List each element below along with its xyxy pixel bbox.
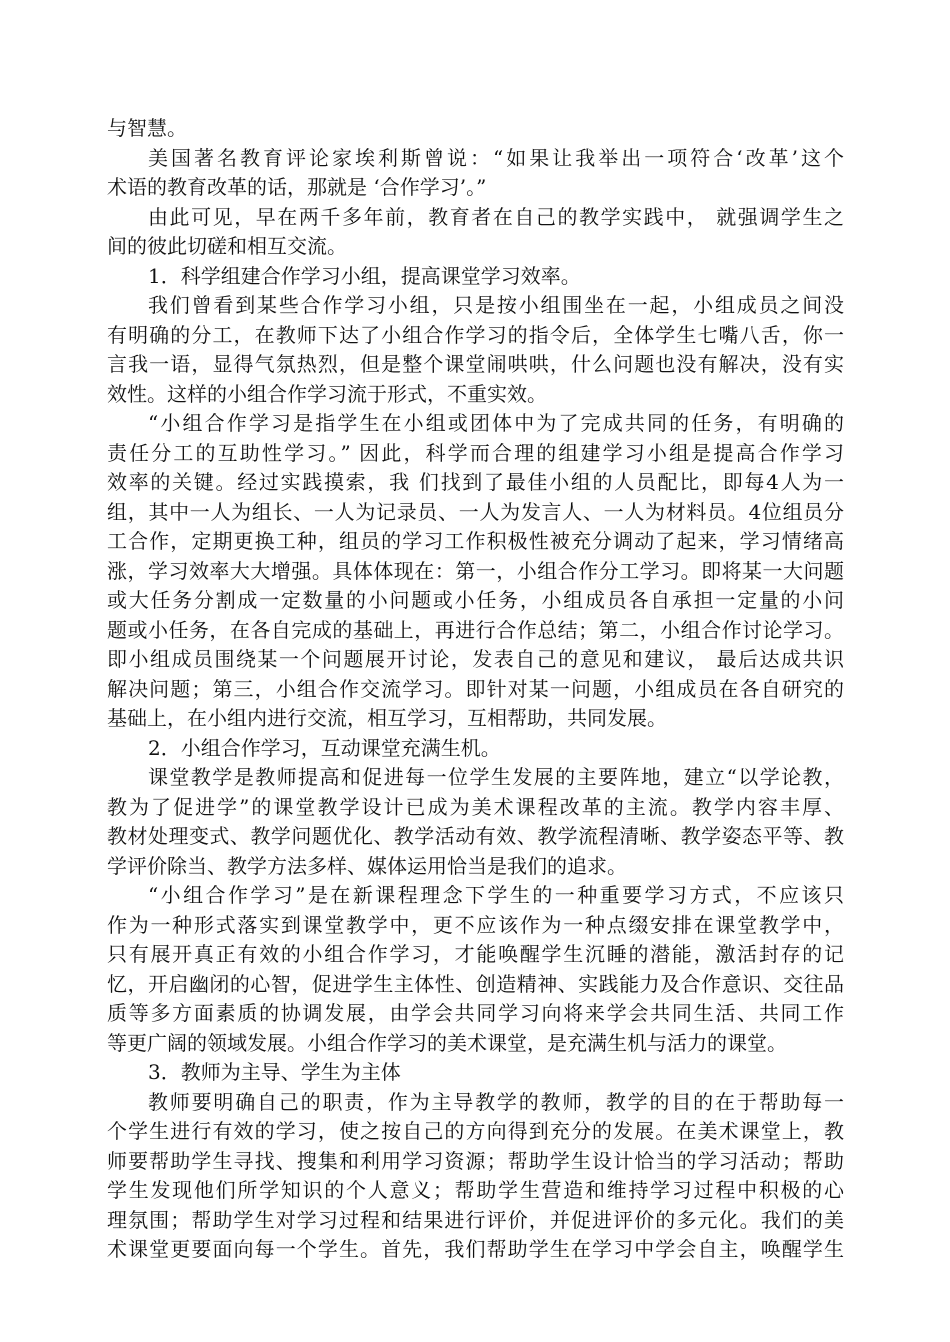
text-line: 或大任务分割成一定数量的小问题或小任务，小组成员各自承担一定量的小问 <box>107 588 844 612</box>
text-line: 间的彼此切磋和相互交流。 <box>107 234 347 258</box>
text-line: 只有展开真正有效的小组合作学习，才能唤醒学生沉睡的潜能，激活封存的记 <box>107 942 844 966</box>
text-line: “小组合作学习是指学生在小组或团体中为了完成共同的任务，有明确的 <box>148 411 844 435</box>
text-line: 有明确的分工，在教师下达了小组合作学习的指令后，全体学生七嘴八舌，你一 <box>107 322 844 347</box>
text-line: 术课堂更要面向每一个学生。首先，我们帮助学生在学习中学会自主，唤醒学生 <box>107 1237 844 1261</box>
text-line: 涨，学习效率大大增强。具体体现在：第一，小组合作分工学习。即将某一大问题 <box>107 558 844 583</box>
text-line: 质等多方面素质的协调发展，由学会共同学习向将来学会共同生活、共同工作 <box>107 1001 844 1025</box>
text-line: “小组合作学习”是在新课程理念下学生的一种重要学习方式，不应该只 <box>148 883 844 907</box>
text-line: 1．科学组建合作学习小组，提高课堂学习效率。 <box>148 263 581 288</box>
text-line: 等更广阔的领域发展。小组合作学习的美术课堂，是充满生机与活力的课堂。 <box>107 1030 787 1055</box>
text-line: 师要帮助学生寻找、搜集和利用学习资源；帮助学生设计恰当的学习活动；帮助 <box>107 1148 844 1173</box>
text-line: 我们曾看到某些合作学习小组，只是按小组围坐在一起，小组成员之间没 <box>148 293 844 317</box>
text-line: 即小组成员围绕某一个问题展开讨论，发表自己的意见和建议， 最后达成共识 <box>107 647 844 671</box>
body-text <box>107 114 844 1265</box>
text-line: 题或小任务，在各自完成的基础上，再进行合作总结；第二，小组合作讨论学习。 <box>107 617 844 642</box>
text-line: 效率的关键。经过实践摸索，我 们找到了最佳小组的人员配比，即每4人为一 <box>107 470 844 494</box>
text-line: 与智慧。 <box>107 116 187 140</box>
text-line: 2．小组合作学习，互动课堂充满生机。 <box>148 735 501 760</box>
text-line: 效性。这样的小组合作学习流于形式，不重实效。 <box>107 381 547 406</box>
text-line: 学评价除当、教学方法多样、媒体运用恰当是我们的追求。 <box>107 853 627 878</box>
text-line: 美国著名教育评论家埃利斯曾说：“如果让我举出一项符合‘改革’这个 <box>148 145 844 170</box>
text-line: 教为了促进学”的课堂教学设计已成为美术课程改革的主流。教学内容丰厚、 <box>107 794 844 819</box>
text-line: 作为一种形式落实到课堂教学中，更不应该作为一种点缀安排在课堂教学中， <box>107 912 844 937</box>
text-line: 忆，开启幽闭的心智，促进学生主体性、创造精神、实践能力及合作意识、交往品 <box>107 971 844 996</box>
text-line: 教材处理变式、教学问题优化、教学活动有效、教学流程清晰、教学姿态平等、教 <box>107 824 844 848</box>
text-line: 理氛围；帮助学生对学习过程和结果进行评价，并促进评价的多元化。我们的美 <box>107 1207 844 1232</box>
text-line: 3．教师为主导、学生为主体 <box>148 1060 401 1084</box>
text-line: 工合作，定期更换工种，组员的学习工作积极性被充分调动了起来，学习情绪高 <box>107 529 844 553</box>
text-line: 教师要明确自己的职责，作为主导教学的教师，教学的目的在于帮助每一 <box>148 1089 844 1114</box>
text-line: 基础上，在小组内进行交流，相互学习，互相帮助，共同发展。 <box>107 706 667 730</box>
text-line: 课堂教学是教师提高和促进每一位学生发展的主要阵地，建立“以学论教， <box>148 765 844 789</box>
text-line: 解决问题；第三，小组合作交流学习。即针对某一问题，小组成员在各自研究的 <box>107 676 844 701</box>
text-line: 术语的教育改革的话，那就是 ‘合作学习’。” <box>107 175 487 199</box>
text-line: 学生发现他们所学知识的个人意义；帮助学生营造和维持学习过程中积极的心 <box>107 1178 844 1202</box>
text-line: 个学生进行有效的学习，使之按自己的方向得到充分的发展。在美术课堂上，教 <box>107 1119 844 1143</box>
text-line: 由此可见，早在两千多年前，教育者在自己的教学实践中， 就强调学生之 <box>148 204 844 229</box>
text-line: 责任分工的互助性学习。” 因此，科学而合理的组建学习小组是提高合作学习 <box>107 440 844 465</box>
text-line: 组，其中一人为组长、一人为记录员、一人为发言人、一人为材料员。4位组员分 <box>107 499 844 524</box>
text-line: 言我一语，显得气氛热烈，但是整个课堂闹哄哄，什么问题也没有解决，没有实 <box>107 352 844 376</box>
